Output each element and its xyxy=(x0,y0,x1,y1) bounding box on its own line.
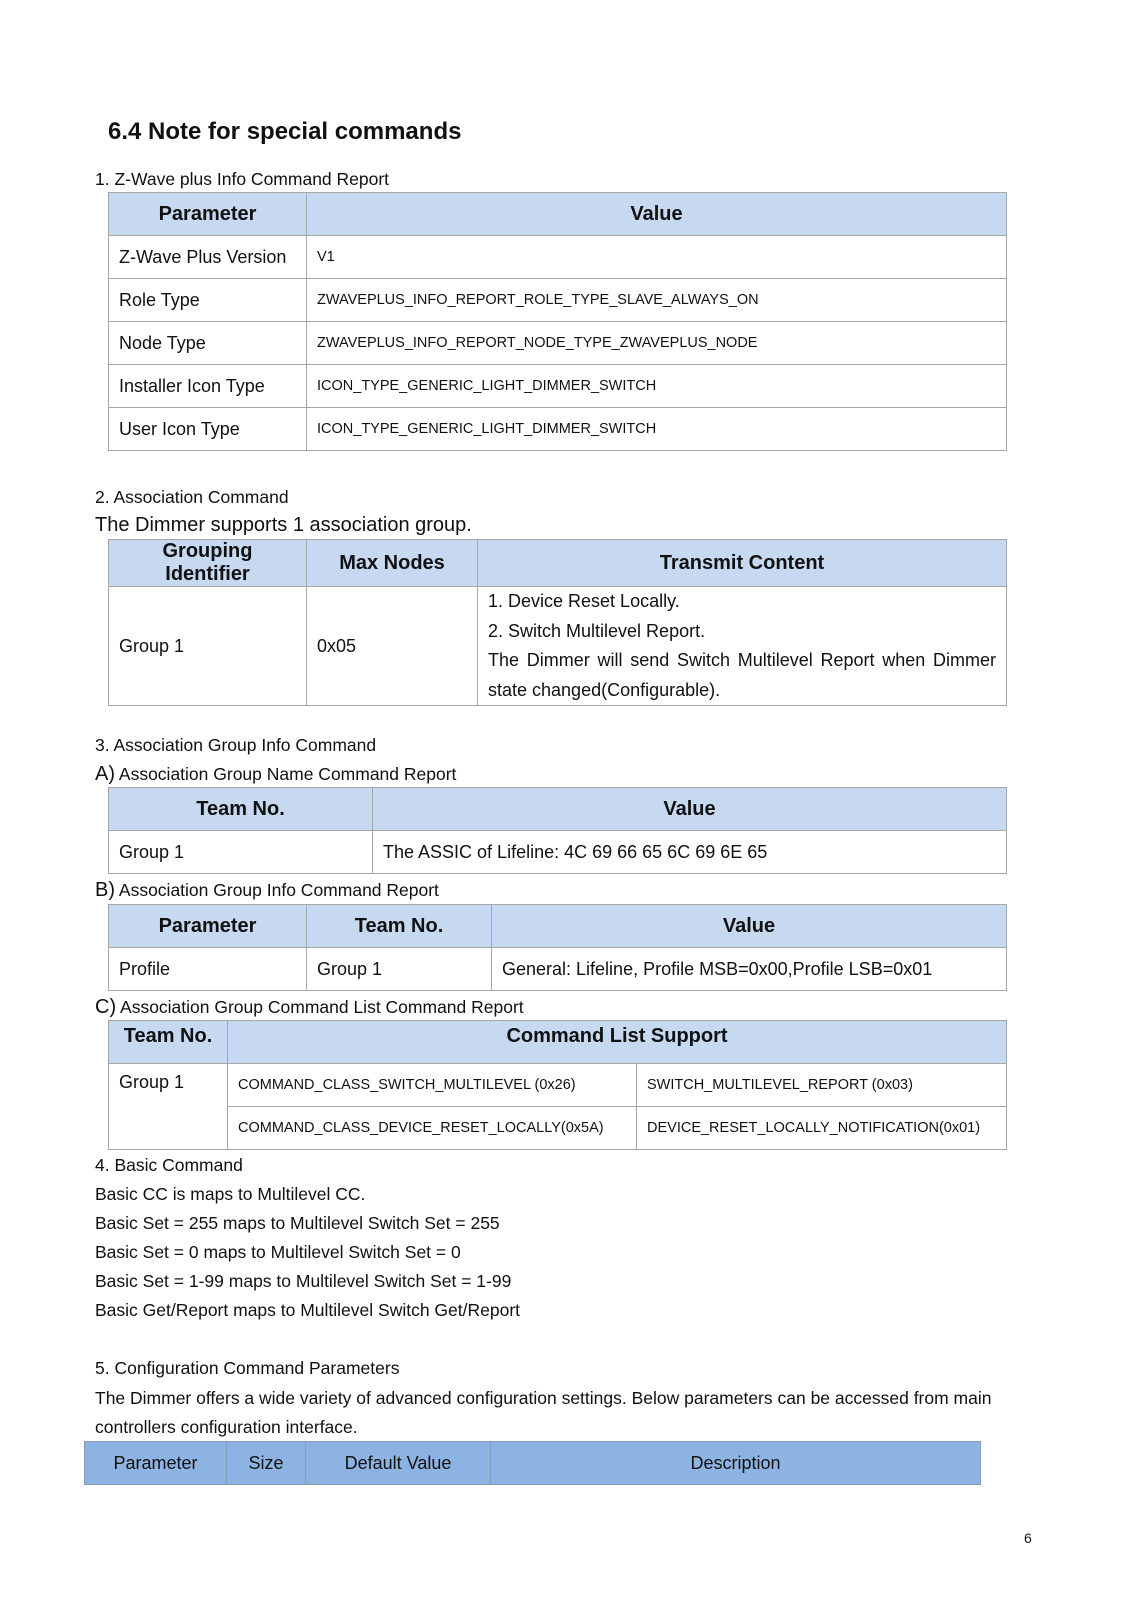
s5-paragraph-line: controllers configuration interface. xyxy=(95,1417,358,1437)
table-header-row xyxy=(109,1021,1007,1064)
row-parameter: User Icon Type xyxy=(109,408,307,451)
s3c-label: C) xyxy=(95,996,117,1018)
row-value: ZWAVEPLUS_INFO_REPORT_NODE_TYPE_ZWAVEPLUS_NODE xyxy=(307,322,1007,365)
table-header-row xyxy=(85,1442,981,1485)
s3a-title: Association Group Name Command Report xyxy=(118,764,457,784)
s3c-caption xyxy=(95,997,524,1017)
row-parameter: Installer Icon Type xyxy=(109,365,307,408)
header-team-no: Team No. xyxy=(109,1021,228,1064)
table-row xyxy=(109,279,1007,322)
s3b-title: Association Group Info Command Report xyxy=(118,880,439,900)
header-default-value: Default Value xyxy=(306,1442,491,1485)
row-parameter: Node Type xyxy=(109,322,307,365)
association-table xyxy=(108,539,1007,706)
header-value: Value xyxy=(307,193,1007,236)
row-value: ICON_TYPE_GENERIC_LIGHT_DIMMER_SWITCH xyxy=(307,365,1007,408)
command-cell: DEVICE_RESET_LOCALLY_NOTIFICATION(0x01) xyxy=(637,1107,1007,1150)
s4-line: Basic CC is maps to Multilevel CC. xyxy=(95,1184,366,1204)
s4-line: Basic Set = 0 maps to Multilevel Switch Set = 0 xyxy=(95,1242,461,1262)
group-info-table xyxy=(108,904,1007,991)
s3-heading: 3. Association Group Info Command xyxy=(95,735,377,755)
row-parameter: Z-Wave Plus Version xyxy=(109,236,307,279)
command-class-cell: COMMAND_CLASS_DEVICE_RESET_LOCALLY(0x5A) xyxy=(228,1107,637,1150)
row-value: V1 xyxy=(307,236,1007,279)
group-name-table xyxy=(108,787,1007,874)
value-cell: General: Lifeline, Profile MSB=0x00,Profile LSB=0x01 xyxy=(492,948,1007,991)
table-header-row xyxy=(109,540,1007,587)
command-list-table xyxy=(108,1020,1007,1150)
header-parameter: Parameter xyxy=(109,905,307,948)
table-header-row xyxy=(109,788,1007,831)
command-cell: SWITCH_MULTILEVEL_REPORT (0x03) xyxy=(637,1064,1007,1107)
s3b-caption xyxy=(95,880,439,900)
table-header-row xyxy=(109,905,1007,948)
header-value: Value xyxy=(492,905,1007,948)
header-description: Description xyxy=(491,1442,981,1485)
command-class-cell: COMMAND_CLASS_SWITCH_MULTILEVEL (0x26) xyxy=(228,1064,637,1107)
row-value: ZWAVEPLUS_INFO_REPORT_ROLE_TYPE_SLAVE_ALWAYS_ON xyxy=(307,279,1007,322)
header-value: Value xyxy=(373,788,1007,831)
table-header-row xyxy=(109,193,1007,236)
s4-line: Basic Set = 255 maps to Multilevel Switch Set = 255 xyxy=(95,1213,500,1233)
s3a-caption xyxy=(95,764,456,784)
table-row xyxy=(109,831,1007,874)
table-row xyxy=(109,365,1007,408)
header-max-nodes: Max Nodes xyxy=(307,540,478,587)
table-row xyxy=(109,322,1007,365)
header-transmit-content: Transmit Content xyxy=(478,540,1007,587)
header-parameter: Parameter xyxy=(109,193,307,236)
s4-heading: 4. Basic Command xyxy=(95,1155,243,1175)
header-team-no: Team No. xyxy=(109,788,373,831)
page-number: 6 xyxy=(1024,1530,1032,1546)
team-cell: Group 1 xyxy=(307,948,492,991)
content-line: 1. Device Reset Locally. xyxy=(488,591,680,611)
s4-line: Basic Set = 1-99 maps to Multilevel Switch Set = 1-99 xyxy=(95,1271,512,1291)
s3a-label: A) xyxy=(95,763,115,785)
table-row xyxy=(109,236,1007,279)
s2-heading: 2. Association Command xyxy=(95,487,289,507)
header-team-no: Team No. xyxy=(307,905,492,948)
header-grouping-identifier: Grouping Identifier xyxy=(109,540,307,587)
table-row xyxy=(109,948,1007,991)
team-cell: Group 1 xyxy=(109,831,373,874)
s3b-label: B) xyxy=(95,879,115,901)
row-parameter: Role Type xyxy=(109,279,307,322)
header-command-list-support: Command List Support xyxy=(228,1021,1007,1064)
header-size: Size xyxy=(227,1442,306,1485)
config-parameters-table xyxy=(84,1441,981,1485)
header-parameter: Parameter xyxy=(85,1442,227,1485)
team-cell: Group 1 xyxy=(109,1064,228,1150)
s3c-title: Association Group Command List Command Report xyxy=(120,997,524,1017)
s2-intro: The Dimmer supports 1 association group. xyxy=(95,514,472,536)
parameter-cell: Profile xyxy=(109,948,307,991)
s5-heading: 5. Configuration Command Parameters xyxy=(95,1358,400,1378)
zwave-info-table xyxy=(108,192,1007,451)
table-row xyxy=(109,1107,1007,1150)
s4-line: Basic Get/Report maps to Multilevel Switch Get/Report xyxy=(95,1300,521,1320)
max-nodes-cell: 0x05 xyxy=(307,587,478,706)
s1-heading: 1. Z-Wave plus Info Command Report xyxy=(95,169,390,189)
content-line: 2. Switch Multilevel Report. xyxy=(488,620,706,641)
table-row xyxy=(109,587,1007,706)
value-cell: The ASSIC of Lifeline: 4C 69 66 65 6C 69 6E 65 xyxy=(373,831,1007,874)
table-row xyxy=(109,408,1007,451)
s5-paragraph-line: The Dimmer offers a wide variety of advanced configuration settings. Below parameters can be accessed from main xyxy=(95,1388,992,1408)
content-line: The Dimmer will send Switch Multilevel Report when Dimmer state changed(Configurable). xyxy=(488,650,996,700)
table-row xyxy=(109,1064,1007,1107)
row-value: ICON_TYPE_GENERIC_LIGHT_DIMMER_SWITCH xyxy=(307,408,1007,451)
transmit-content-cell xyxy=(478,587,1007,706)
section-title: 6.4 Note for special commands xyxy=(108,118,462,145)
group-cell: Group 1 xyxy=(109,587,307,706)
